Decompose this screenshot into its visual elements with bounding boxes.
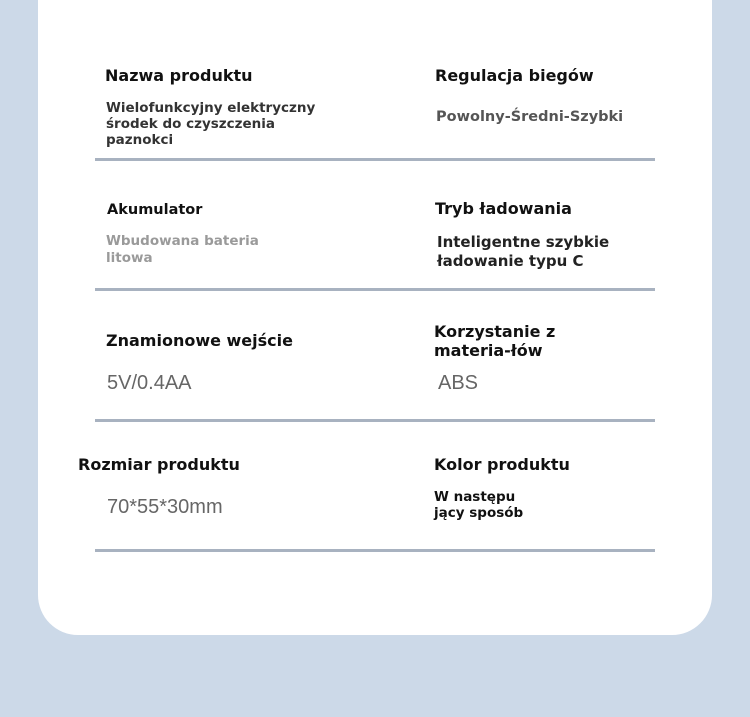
material-label: Korzystanie z materia-łów bbox=[434, 322, 556, 360]
color-value: W następu jący sposób bbox=[434, 489, 524, 521]
material-value: ABS bbox=[438, 372, 479, 394]
divider bbox=[95, 549, 655, 552]
divider bbox=[95, 288, 655, 291]
gear-adjust-value: Powolny-Średni-Szybki bbox=[436, 109, 624, 125]
charging-mode-label: Tryb ładowania bbox=[435, 199, 572, 218]
gear-adjust-label: Regulacja biegów bbox=[435, 66, 594, 85]
charging-mode-value: Inteligentne szybkie ładowanie typu C bbox=[437, 233, 610, 270]
divider bbox=[95, 158, 655, 161]
product-name-value: Wielofunkcyjny elektryczny środek do czyszczenia paznokci bbox=[106, 100, 316, 148]
color-label: Kolor produktu bbox=[434, 455, 570, 474]
size-label: Rozmiar produktu bbox=[78, 455, 240, 474]
battery-value: Wbudowana bateria litowa bbox=[106, 233, 259, 266]
size-value: 70*55*30mm bbox=[107, 496, 223, 518]
divider bbox=[95, 419, 655, 422]
spec-card bbox=[38, 0, 712, 635]
battery-label: Akumulator bbox=[107, 202, 203, 218]
rated-input-label: Znamionowe wejście bbox=[106, 331, 293, 350]
product-name-label: Nazwa produktu bbox=[105, 66, 253, 85]
rated-input-value: 5V/0.4AA bbox=[107, 372, 192, 394]
